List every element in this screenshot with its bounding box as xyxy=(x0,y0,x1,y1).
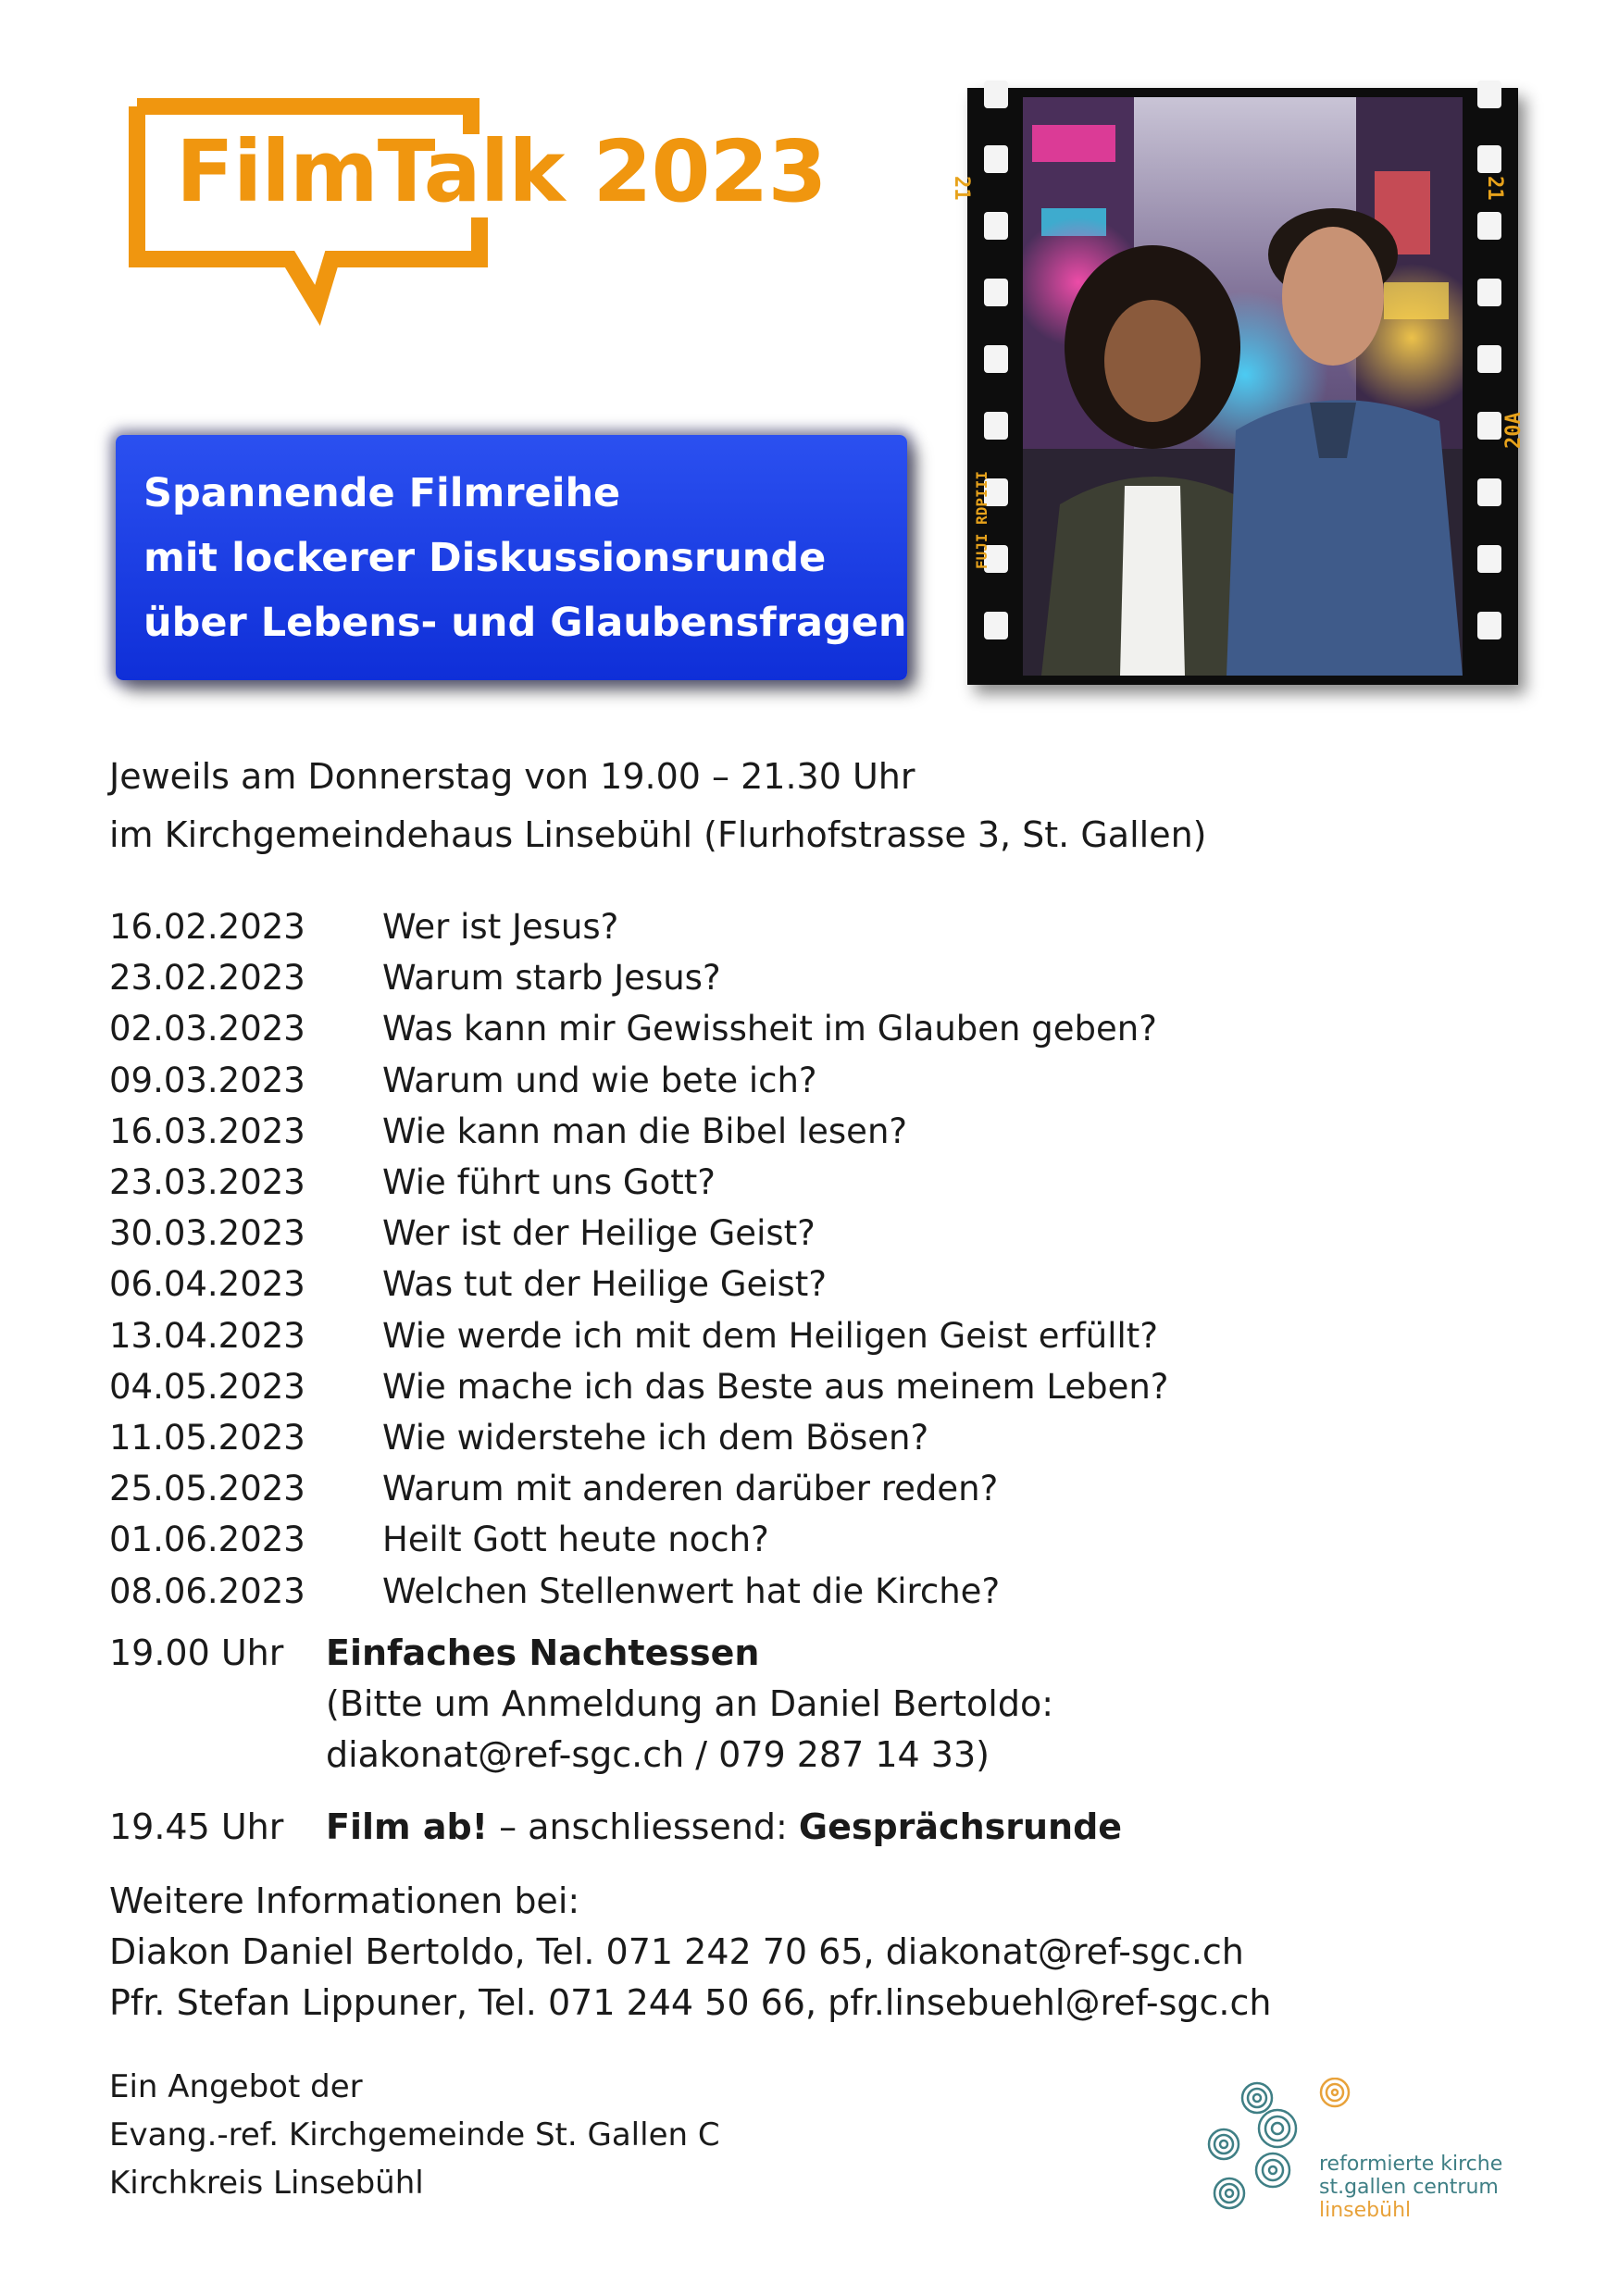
intro-line: Jeweils am Donnerstag von 19.00 – 21.30 Uhr xyxy=(109,756,915,797)
schedule-title: Welchen Stellenwert hat die Kirche? xyxy=(382,1571,1001,1611)
contact-line: Pfr. Stefan Lippuner, Tel. 071 244 50 66, pfr.linsebuehl@ref-sgc.ch xyxy=(109,1982,1272,2023)
church-name-line: st.gallen centrum xyxy=(1319,2176,1499,2199)
tagline-line: mit lockerer Diskussionsrunde xyxy=(143,535,827,581)
contact-line: Diakon Daniel Bertoldo, Tel. 071 242 70 65, diakonat@ref-sgc.ch xyxy=(109,1931,1244,1972)
schedule-date: 23.03.2023 xyxy=(109,1162,305,1202)
film-time: 19.45 Uhr xyxy=(109,1806,284,1847)
schedule-title: Was kann mir Gewissheit im Glauben geben? xyxy=(382,1009,1157,1049)
dinner-note: diakonat@ref-sgc.ch / 079 287 14 33) xyxy=(326,1734,990,1775)
edge-number: 20A xyxy=(1502,412,1526,449)
schedule-title: Heilt Gott heute noch? xyxy=(382,1520,769,1559)
schedule-date: 16.02.2023 xyxy=(109,907,305,947)
schedule-date: 11.05.2023 xyxy=(109,1418,305,1458)
footer-line: Ein Angebot der xyxy=(109,2068,363,2105)
tagline-box xyxy=(116,435,907,680)
film-discussion: Gesprächsrunde xyxy=(798,1806,1123,1847)
edge-number: 21 xyxy=(950,176,973,201)
tagline-line: über Lebens- und Glaubensfragen xyxy=(143,600,907,646)
schedule-title: Wie führt uns Gott? xyxy=(382,1162,716,1202)
schedule-date: 16.03.2023 xyxy=(109,1111,305,1151)
schedule-date: 02.03.2023 xyxy=(109,1009,305,1049)
film-start: Film ab! xyxy=(326,1806,489,1847)
film-line xyxy=(326,1806,1123,1847)
edge-mark: FUJI RDPIII xyxy=(973,471,990,569)
schedule-title: Warum und wie bete ich? xyxy=(382,1061,817,1100)
footer-line: Kirchkreis Linsebühl xyxy=(109,2165,424,2202)
schedule-date: 08.06.2023 xyxy=(109,1571,305,1611)
church-name-line: linsebühl xyxy=(1319,2199,1412,2222)
schedule-title: Wie mache ich das Beste aus meinem Leben? xyxy=(382,1367,1169,1407)
edge-number: 21 xyxy=(1483,176,1506,201)
schedule-title: Was tut der Heilige Geist? xyxy=(382,1264,827,1304)
schedule-date: 30.03.2023 xyxy=(109,1213,305,1253)
intro-line: im Kirchgemeindehaus Linsebühl (Flurhofstrasse 3, St. Gallen) xyxy=(109,814,1207,855)
schedule-title: Wie widerstehe ich dem Bösen? xyxy=(382,1418,929,1458)
schedule-title: Wie werde ich mit dem Heiligen Geist erfüllt? xyxy=(382,1316,1158,1356)
tagline-line: Spannende Filmreihe xyxy=(143,470,621,516)
schedule-date: 09.03.2023 xyxy=(109,1061,305,1100)
schedule-title: Warum starb Jesus? xyxy=(382,958,721,998)
couple-photo xyxy=(1023,97,1463,676)
footer-line: Evang.-ref. Kirchgemeinde St. Gallen C xyxy=(109,2116,720,2153)
film-strip-photo xyxy=(950,88,1526,685)
dinner-note: (Bitte um Anmeldung an Daniel Bertoldo: xyxy=(326,1683,1054,1724)
film-connector: – anschliessend: xyxy=(488,1806,799,1847)
contact-heading: Weitere Informationen bei: xyxy=(109,1880,580,1921)
dinner-title: Einfaches Nachtessen xyxy=(326,1632,760,1673)
schedule-date: 23.02.2023 xyxy=(109,958,305,998)
schedule-date: 06.04.2023 xyxy=(109,1264,305,1304)
dinner-time: 19.00 Uhr xyxy=(109,1632,284,1673)
schedule-title: Wer ist Jesus? xyxy=(382,907,619,947)
schedule-title: Wie kann man die Bibel lesen? xyxy=(382,1111,908,1151)
schedule-date: 25.05.2023 xyxy=(109,1469,305,1508)
schedule-date: 04.05.2023 xyxy=(109,1367,305,1407)
church-name-line: reformierte kirche xyxy=(1319,2153,1503,2176)
schedule-date: 01.06.2023 xyxy=(109,1520,305,1559)
schedule-date: 13.04.2023 xyxy=(109,1316,305,1356)
schedule-title: Wer ist der Heilige Geist? xyxy=(382,1213,816,1253)
logo-title: FilmTalk 2023 xyxy=(176,122,827,221)
schedule-title: Warum mit anderen darüber reden? xyxy=(382,1469,999,1508)
